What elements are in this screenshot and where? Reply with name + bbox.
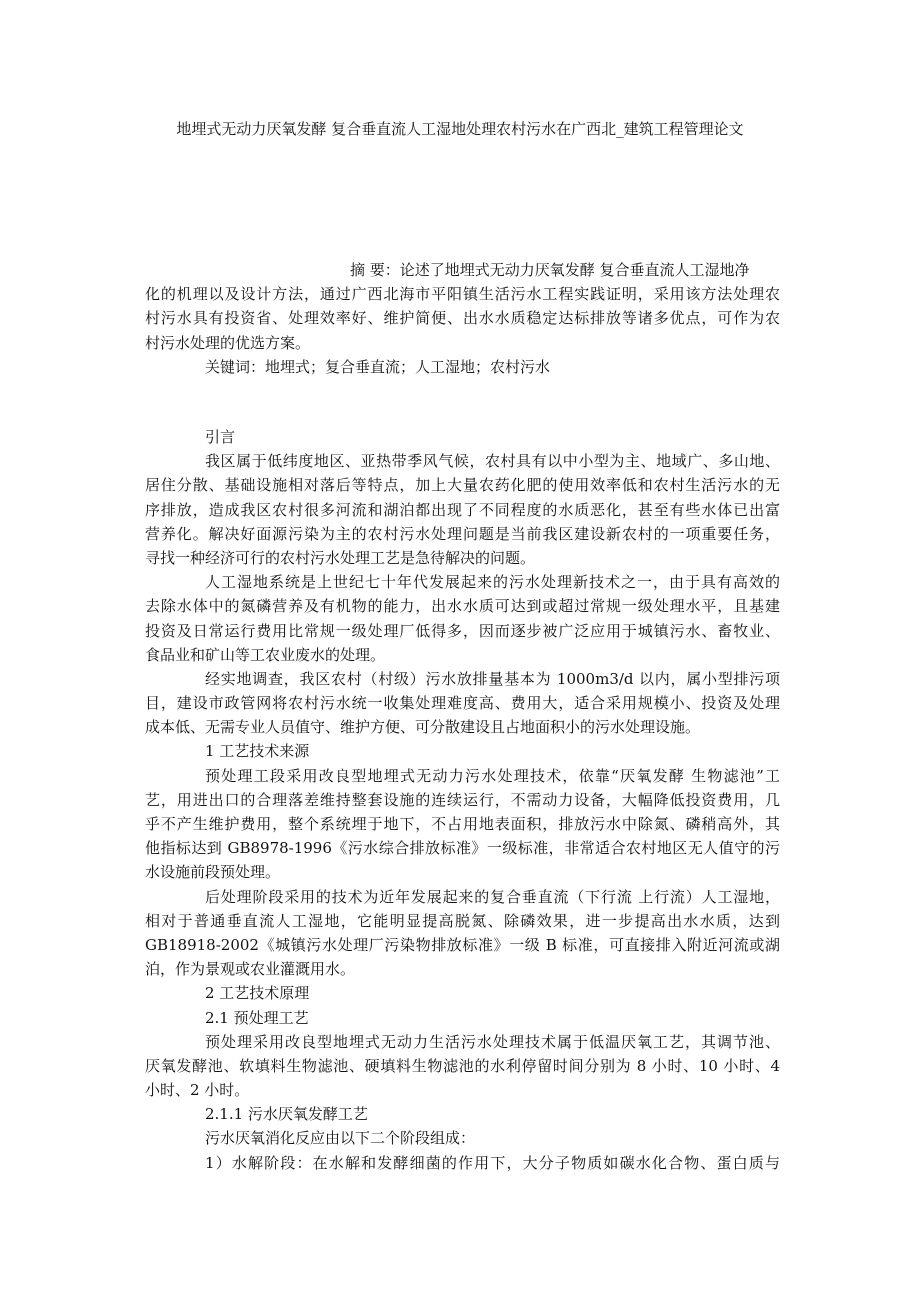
body-line: 引言: [205, 428, 236, 446]
body-line: 预处理工段采用改良型地埋式无动力污水处理技术，依靠“厌氧发酵 生物滤池”工: [205, 766, 780, 785]
body-line: 居住分散、基础设施相对落后等特点，加上大量农药化肥的使用效率低和农村生活污水的无: [145, 476, 780, 495]
abstract: [145, 258, 780, 379]
body-line: 营养化。解决好面源污染为主的农村污水处理问题是当前我区建设新农村的一项重要任务，: [145, 524, 780, 543]
body-line: 成本低、无需专业人员值守、维护方便、可分散建设且占地面积小的污水处理设施。: [145, 718, 701, 737]
body-line: 经实地调查，我区农村（村级）污水放排量基本为 1000m3/d 以内，属小型排污项: [205, 669, 780, 688]
body-line: 序排放，造成我区农村很多河流和湖泊都出现了不同程度的水质恶化，甚至有些水体已出富: [145, 500, 780, 519]
body-line: 预处理采用改良型地埋式无动力生活污水处理技术属于低温厌氧工艺，其调节池、: [205, 1032, 780, 1051]
body-line: 艺，用进出口的合理落差维持整套设施的连续运行，不需动力设备，大幅降低投资费用，几: [145, 790, 780, 809]
abstract-line: 摘 要：论述了地埋式无动力厌氧发酵 复合垂直流人工湿地净: [350, 261, 750, 279]
body-line: 乎不产生维护费用，整个系统埋于地下，不占用地表面积，排放污水中除氮、磷稍高外，其: [145, 815, 780, 833]
body-line: 1）水解阶段：在水解和发酵细菌的作用下，大分子物质如碳水化合物、蛋白质与: [205, 1153, 780, 1172]
body-line: 小时、2 小时。: [145, 1081, 250, 1100]
body-line: 2.1.1 污水厌氧发酵工艺: [205, 1105, 368, 1124]
body-line: 污水厌氧消化反应由以下二个阶段组成：: [205, 1129, 476, 1148]
abstract-line: 村污水具有投资省、处理效率好、维护简便、出水水质稳定达标排放等诸多优点，可作为农: [145, 309, 780, 328]
abstract-line: 化的机理以及设计方法，通过广西北海市平阳镇生活污水工程实践证明，采用该方法处理农: [145, 285, 780, 304]
body-line: 投资及日常运行费用比常规一级处理厂低得多，因而逐步被广泛应用于城镇污水、畜牧业、: [145, 621, 780, 640]
body-line: 相对于普通垂直流人工湿地，它能明显提高脱氮、除磷效果，进一步提高出水水质，达到: [145, 911, 780, 930]
body-line: 寻找一种经济可行的农村污水处理工艺是急待解决的问题。: [145, 548, 536, 567]
body-line: 食品业和矿山等工农业废水的处理。: [145, 645, 386, 664]
body-line: 后处理阶段采用的技术为近年发展起来的复合垂直流（下行流 上行流）人工湿地，: [205, 887, 780, 906]
body-line: 2.1 预处理工艺: [205, 1008, 309, 1027]
body-line: 泊，作为景观或农业灌溉用水。: [145, 960, 356, 979]
body-line: 我区属于低纬度地区、亚热带季风气候，农村具有以中小型为主、地域广、多山地、: [205, 452, 780, 471]
body-line: 他指标达到 GB8978-1996《污水综合排放标准》一级标准，非常适合农村地区无人值守的污: [145, 839, 780, 858]
body-line: 2 工艺技术原理: [205, 984, 310, 1003]
document-title: 地埋式无动力厌氧发酵 复合垂直流人工湿地处理农村污水在广西北_建筑工程管理论文: [176, 120, 744, 138]
abstract-line: 村污水处理的优选方案。: [145, 333, 311, 352]
body-line: 人工湿地系统是上世纪七十年代发展起来的污水处理新技术之一，由于具有高效的: [205, 573, 780, 592]
body-text: [145, 425, 780, 1175]
body-line: 去除水体中的氮磷营养及有机物的能力，出水水质可达到或超过常规一级处理水平，且基建: [145, 597, 780, 616]
body-line: GB18918-2002《城镇污水处理厂污染物排放标准》一级 B 标准，可直接排入附近河流或湖: [145, 935, 780, 954]
keywords: 关键词：地埋式；复合垂直流；人工湿地；农村污水: [205, 357, 551, 376]
body-line: 目，建设市政管网将农村污水统一收集处理难度高、费用大，适合采用规模小、投资及处理: [145, 694, 780, 713]
body-line: 厌氧发酵池、软填料生物滤池、硬填料生物滤池的水利停留时间分别为 8 小时、10 小时、4: [145, 1056, 780, 1075]
body-line: 1 工艺技术来源: [205, 742, 310, 761]
body-line: 水设施前段预处理。: [145, 863, 281, 882]
